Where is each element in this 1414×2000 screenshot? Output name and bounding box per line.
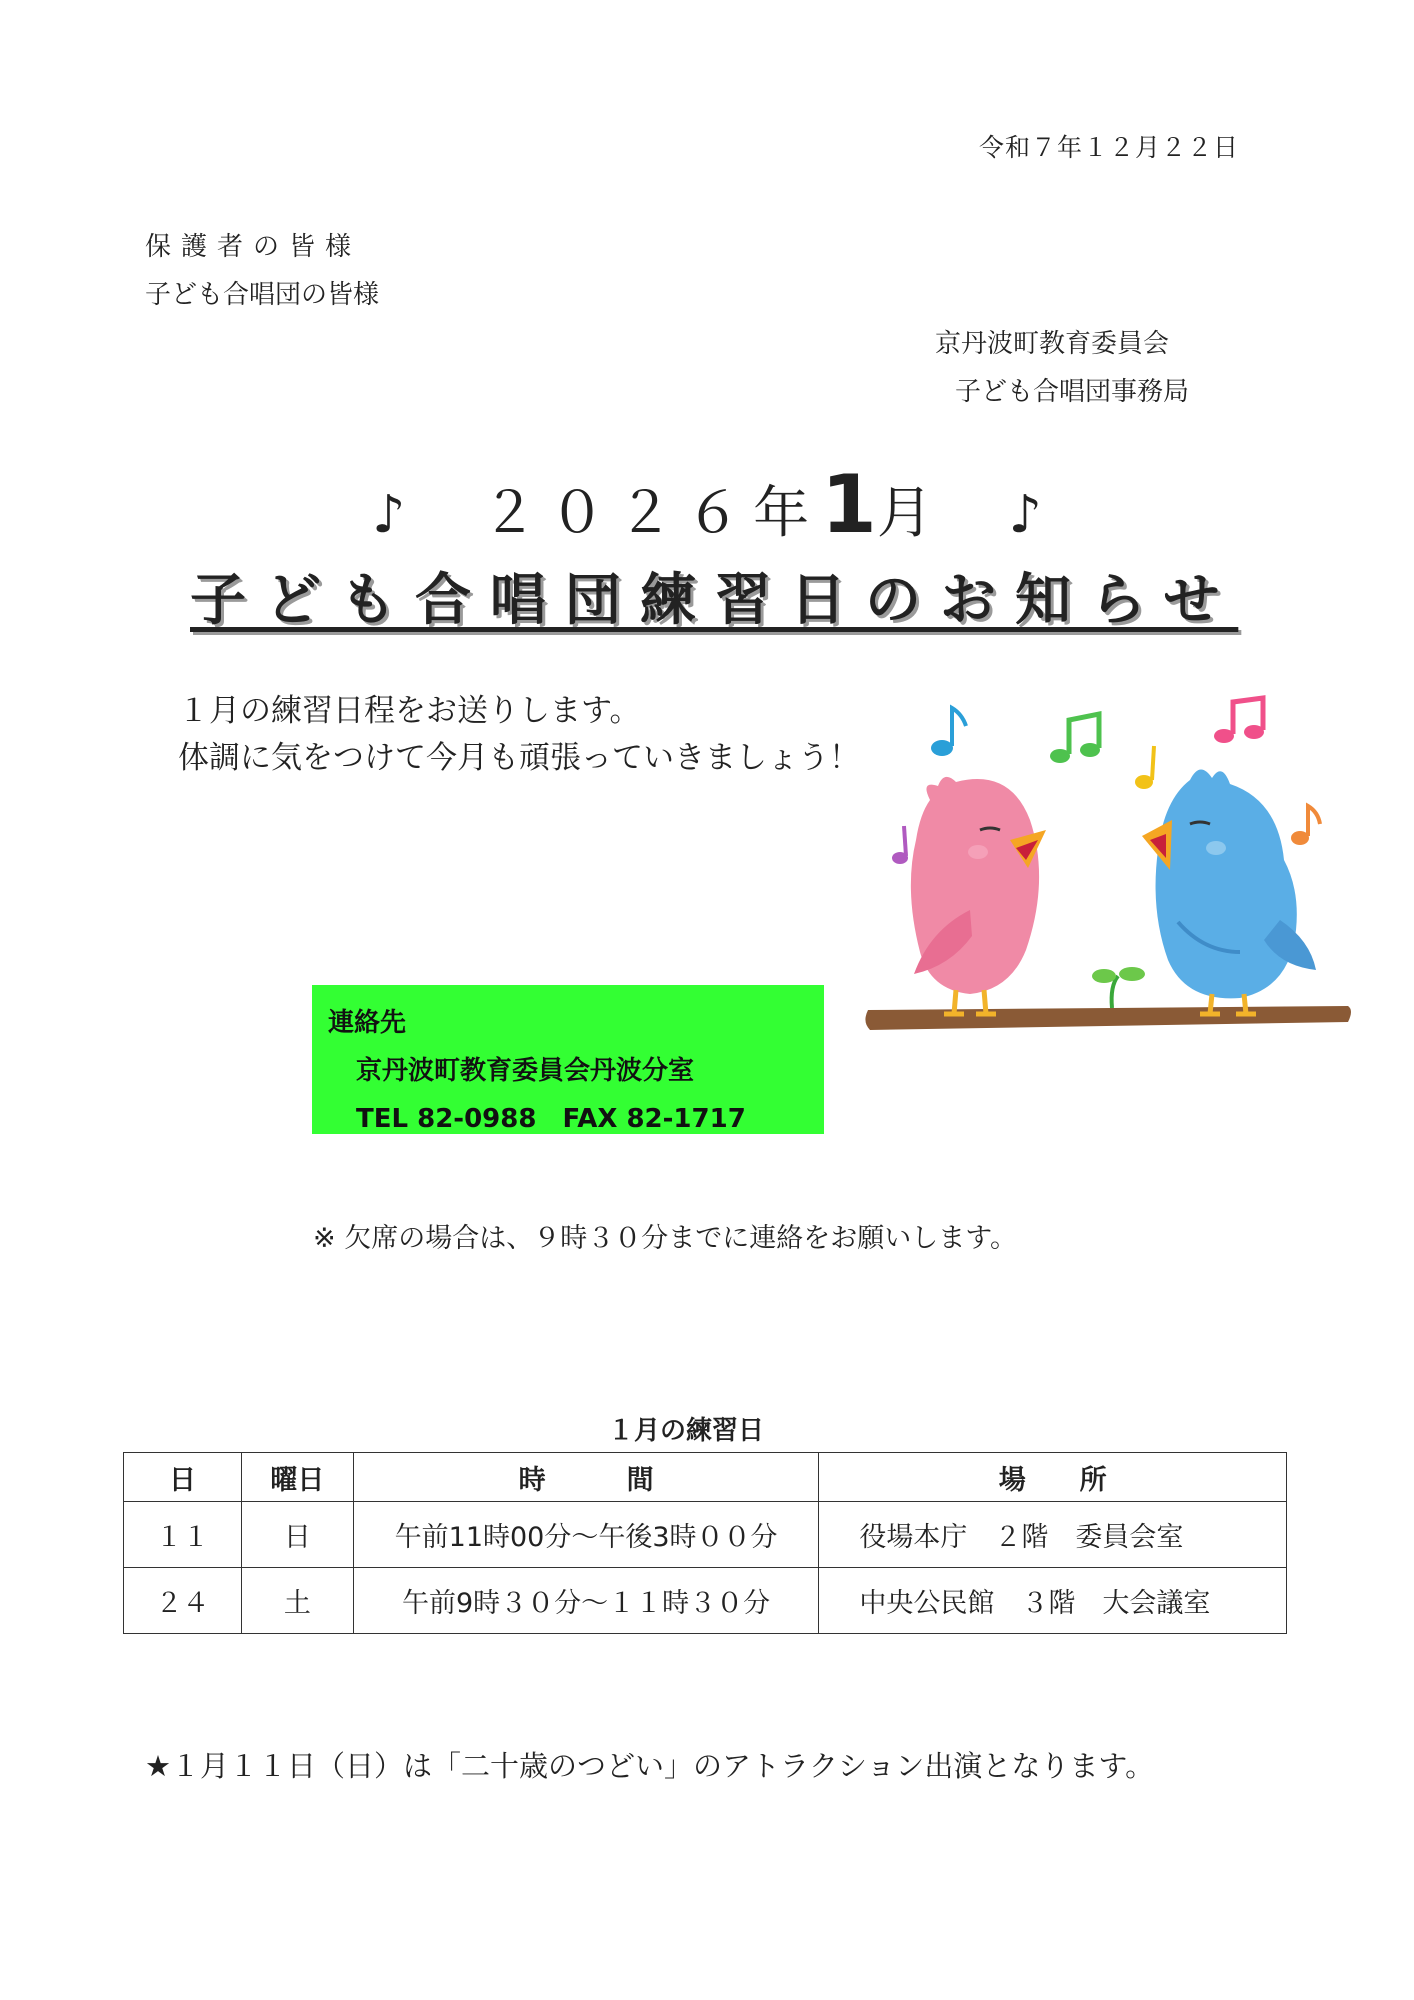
- music-note-icon: ♪: [372, 485, 406, 545]
- sender-org: 京丹波町教育委員会: [935, 329, 1170, 359]
- schedule-table: [123, 1452, 1287, 1634]
- title-month-number: 1: [821, 458, 877, 551]
- schedule-caption: １月の練習日: [607, 1416, 764, 1446]
- cell-time: 午前11時00分～午後3時００分: [353, 1502, 819, 1568]
- intro-line-2: 体調に気をつけて今月も頑張っていきましょう！: [178, 740, 860, 776]
- title-year: ２０２６年: [481, 481, 822, 546]
- pink-bird: [911, 777, 1046, 1014]
- music-note-icon: [1050, 714, 1100, 763]
- absence-note: ※ 欠席の場合は、９時３０分までに連絡をお願いします。: [313, 1223, 1018, 1254]
- contact-office: 京丹波町教育委員会丹波分室: [356, 1056, 695, 1086]
- blue-bird: [1142, 769, 1316, 1014]
- intro-line-1: １月の練習日程をお送りします。: [178, 693, 641, 729]
- title-heading: [0, 458, 1414, 551]
- table-row: [124, 1568, 1287, 1634]
- sender-office: 子ども合唱団事務局: [955, 377, 1190, 407]
- music-note-icon: [931, 708, 966, 756]
- document-date: 令和７年１２月２２日: [978, 133, 1239, 162]
- table-row: [124, 1502, 1287, 1568]
- header-weekday: 曜日: [241, 1453, 353, 1502]
- footnote: ★１月１１日（日）は「二十歳のつどい」のアトラクション出演となります。: [145, 1749, 1155, 1783]
- music-note-icon: ♪: [1008, 485, 1042, 545]
- cell-weekday: 日: [241, 1502, 353, 1568]
- cell-time: 午前9時３０分～１１時３０分: [353, 1568, 819, 1634]
- sprout-leaf: [1092, 969, 1116, 983]
- music-note-icon: [1214, 698, 1264, 743]
- branch: [865, 1006, 1351, 1030]
- music-note-icon: [1291, 806, 1320, 845]
- addressee-parents: 保護者の皆様: [145, 232, 362, 262]
- sprout-leaf: [1119, 967, 1145, 981]
- music-note-icon: [892, 826, 908, 864]
- contact-phones: TEL 82-0988 FAX 82-1717: [356, 1104, 746, 1134]
- title-month-suffix: 月: [876, 481, 933, 546]
- singing-birds-illustration: [860, 690, 1370, 1070]
- cell-day: ２４: [124, 1568, 242, 1634]
- table-header-row: [124, 1453, 1287, 1502]
- addressee-choir: 子ども合唱団の皆様: [145, 280, 380, 310]
- cell-place: 役場本庁 ２階 委員会室: [819, 1502, 1287, 1568]
- cell-place: 中央公民館 ３階 大会議室: [819, 1568, 1287, 1634]
- music-note-icon: [1135, 746, 1154, 789]
- title-subtitle: 子ども合唱団練習日のお知らせ: [190, 568, 1239, 633]
- cell-weekday: 土: [241, 1568, 353, 1634]
- header-time: 時 間: [353, 1453, 819, 1502]
- cell-day: １１: [124, 1502, 242, 1568]
- header-day: 日: [124, 1453, 242, 1502]
- header-place: 場 所: [819, 1453, 1287, 1502]
- contact-heading: 連絡先: [328, 1008, 407, 1038]
- contact-box: [312, 985, 824, 1134]
